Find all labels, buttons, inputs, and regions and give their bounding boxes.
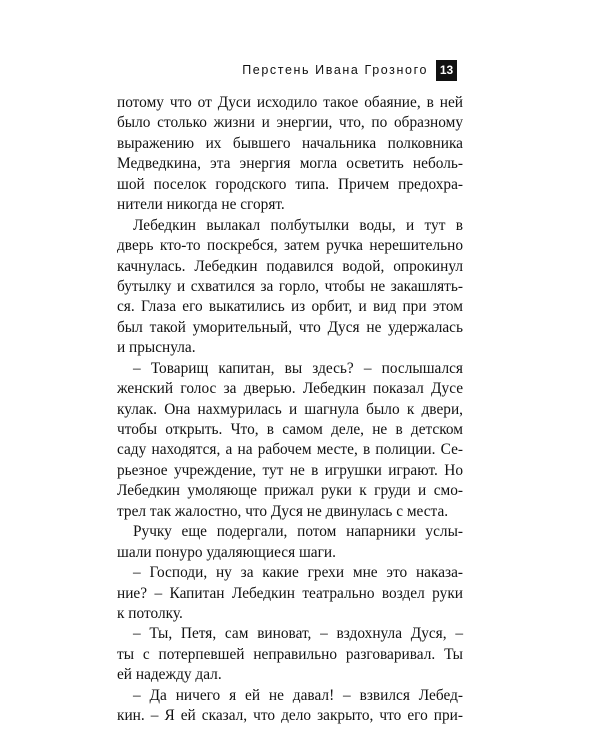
paragraph <box>117 686 463 727</box>
text-line: рьезное учреждение, тут не в игрушки играют. Но <box>117 461 463 479</box>
paragraph <box>117 93 463 216</box>
text-line: Ручку еще подергали, потом напарники услы- <box>133 523 463 541</box>
running-head <box>242 60 457 81</box>
text-line: чтобы открыть. Что, в самом деле, не в детском <box>117 421 463 438</box>
text-line: – Да ничего я ей не давал! – взвился Лебед- <box>133 686 463 704</box>
text-line: Медведкина, эта энергия могла осветить неболь- <box>117 155 463 173</box>
text-line: к потолку. <box>117 604 183 622</box>
text-line: и прыснула. <box>117 339 196 357</box>
text-line: был такой уморительный, что Дуся не удержалась <box>117 318 463 336</box>
paragraph <box>117 522 463 563</box>
text-line: шой поселок городского типа. Причем предохра- <box>117 175 463 193</box>
paragraph <box>117 216 463 359</box>
text-line: ся. Глаза его выкатились из орбит, и вид при этом <box>117 298 463 316</box>
text-line: женский голос за дверью. Лебедкин показал Дусе <box>117 380 463 398</box>
text-line: было столько жизни и энергии, что, по образному <box>117 114 463 132</box>
text-line: ние? – Капитан Лебедкин театрально воздел руки <box>117 584 463 602</box>
text-line: дверь кто-то поскребся, затем ручка нерешительно <box>117 237 463 255</box>
text-line: кулак. Она нахмурилась и шагнула было к двери, <box>117 400 463 418</box>
text-line: Лебедкин умоляюще прижал руки к груди и смо- <box>117 482 463 500</box>
book-title: Перстень Ивана Грозного <box>242 63 428 77</box>
body-text <box>117 93 463 727</box>
text-line: трел так жалостно, что Дуся не двинулась с места. <box>117 502 449 520</box>
text-line: выражению их бывшего начальника полковника <box>117 134 463 152</box>
text-line: качнулась. Лебедкин подавился водой, опрокинул <box>117 257 463 275</box>
text-line: бутылку и схватился за горло, чтобы не закашлять- <box>117 277 463 295</box>
text-line: нители никогда не сгорят. <box>117 196 285 214</box>
text-line: ты с потерпевшей неправильно разговаривал. Ты <box>117 645 463 663</box>
text-line: – Товарищ капитан, вы здесь? – послышался <box>133 359 463 377</box>
paragraph <box>117 359 463 523</box>
text-line: саду находятся, а на рабочем месте, в полиции. Се- <box>117 441 463 459</box>
page-number: 13 <box>436 60 457 81</box>
text-line: ей надежду дал. <box>117 666 222 684</box>
text-line: кин. – Я ей сказал, что дело закрыто, что его при- <box>117 707 463 725</box>
text-line: потому что от Дуси исходило такое обаяние, в ней <box>117 94 463 111</box>
text-line: – Ты, Петя, сам виноват, – вздохнула Дуся, – <box>133 625 463 643</box>
text-line: Лебедкин вылакал полбутылки воды, и тут в <box>133 216 463 234</box>
text-line: – Господи, ну за какие грехи мне это наказа- <box>133 564 463 582</box>
paragraph <box>117 563 463 624</box>
paragraph <box>117 624 463 685</box>
text-line: шали понуро удаляющиеся шаги. <box>117 543 336 561</box>
